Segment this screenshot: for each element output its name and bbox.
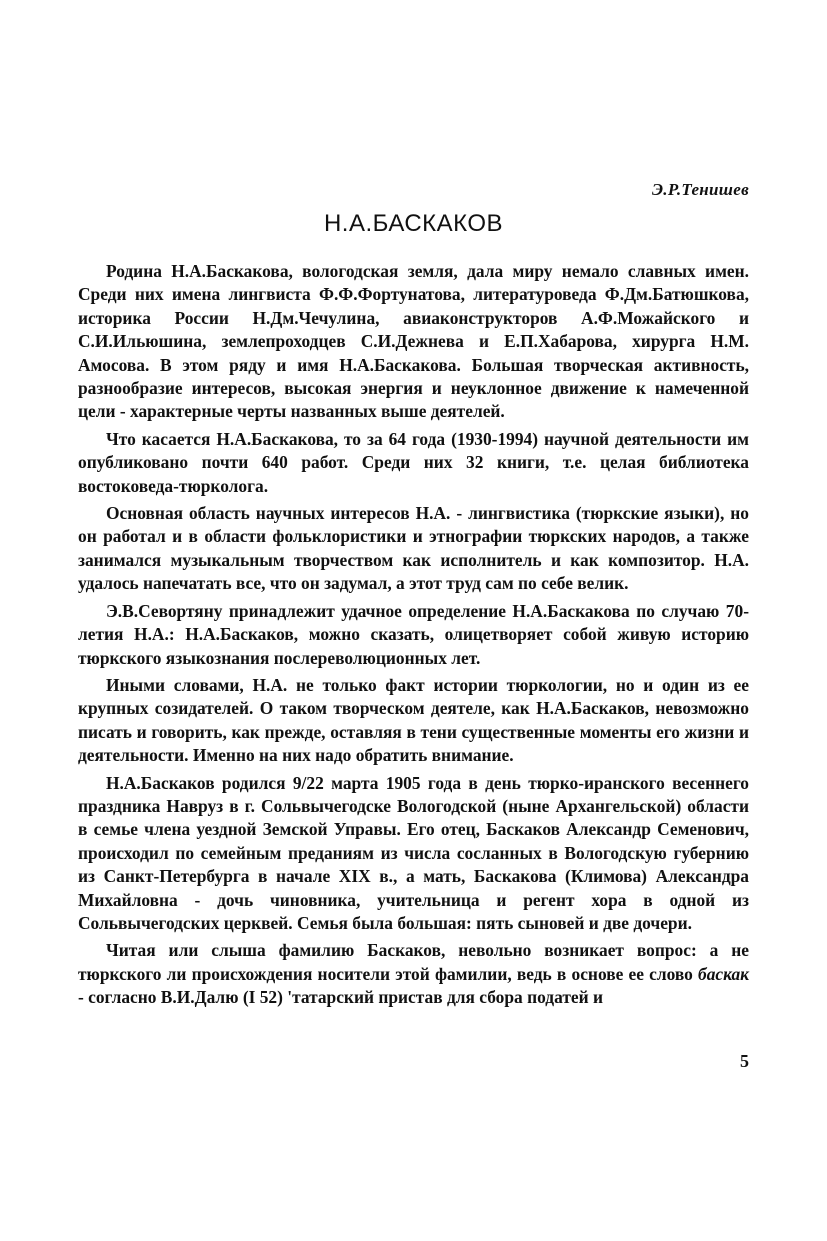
paragraph-4: Э.В.Севортяну принадлежит удачное определение Н.А.Баскакова по случаю 70-летия Н.А.: Н.А.Баскаков, можно сказать, олицетворяет собой живую историю тюркского языкознания послереволюционных лет.: [78, 600, 749, 668]
page-number: 5: [740, 1051, 749, 1071]
italic-term: баскак: [698, 963, 749, 984]
paragraph-7-end: - согласно В.И.Далю (I 52) 'татарский пристав для сбора податей и: [78, 987, 603, 1008]
author-name: Э.Р.Тенишев: [651, 180, 749, 199]
article-body: [78, 260, 749, 1012]
paragraph-3: Основная область научных интересов Н.А. - лингвистика (тюркские языки), но он работал и в области фольклористики и этнографии тюркских народов, а также занимался музыкальным творчеством как исполнитель и как композитор. Н.А. удалось напечатать все, что он задумал, а этот труд сам по себе велик.: [78, 503, 749, 594]
paragraph-5: Иными словами, Н.А. не только факт истории тюркологии, но и один из ее крупных созидателей. О таком творческом деятеле, как Н.А.Баскаков, невозможно писать и говорить, как прежде, оставляя в тени существенные моменты его жизни и деятельности. Именно на них надо обратить внимание.: [78, 674, 749, 766]
paragraph-7: [78, 939, 749, 1009]
article-title: Н.А.БАСКАКОВ: [323, 210, 504, 237]
paragraph-7-start: Читая или слыша фамилию Баскаков, невольно возникает вопрос: а не тюркского ли происхождения носители этой фамилии, ведь в основе ее слово: [78, 940, 749, 984]
paragraph-2: Что касается Н.А.Баскакова, то за 64 года (1930-1994) научной деятельности им опубликовано почти 640 работ. Среди них 32 книги, т.е. целая библиотека востоковеда-тюрколога.: [78, 428, 749, 496]
paragraph-6: Н.А.Баскаков родился 9/22 марта 1905 года в день тюрко-иранского весеннего праздника Навруз в г. Сольвычегодске Вологодской (ныне Архангельской) области в семье члена уездной Земской Управы. Его отец, Баскаков Александр Семенович, происходил по семейным преданиям из числа сосланных в Вологодскую губернию из Санкт-Петербурга в начале XIX в., а мать, Баскакова (Климова) Александра Михайловна - дочь чиновника, учительница и регент хора в одной из Сольвычегодских церквей. Семья была большая: пять сыновей и две дочери.: [78, 772, 749, 933]
paragraph-1: Родина Н.А.Баскакова, вологодская земля, дала миру немало славных имен. Среди них имена лингвиста Ф.Ф.Фортунатова, литературоведа Ф.Дм.Батюшкова, историка России Н.Дм.Чечулина, авиаконструкторов А.Ф.Можайского и С.И.Ильюшина, землепроходцев С.И.Дежнева и Е.П.Хабарова, хирурга Н.М. Амосова. В этом ряду и имя Н.А.Баскакова. Большая творческая активность, разнообразие интересов, высокая энергия и неуклонное движение к намеченной цели - характерные черты названных выше деятелей.: [78, 261, 749, 422]
